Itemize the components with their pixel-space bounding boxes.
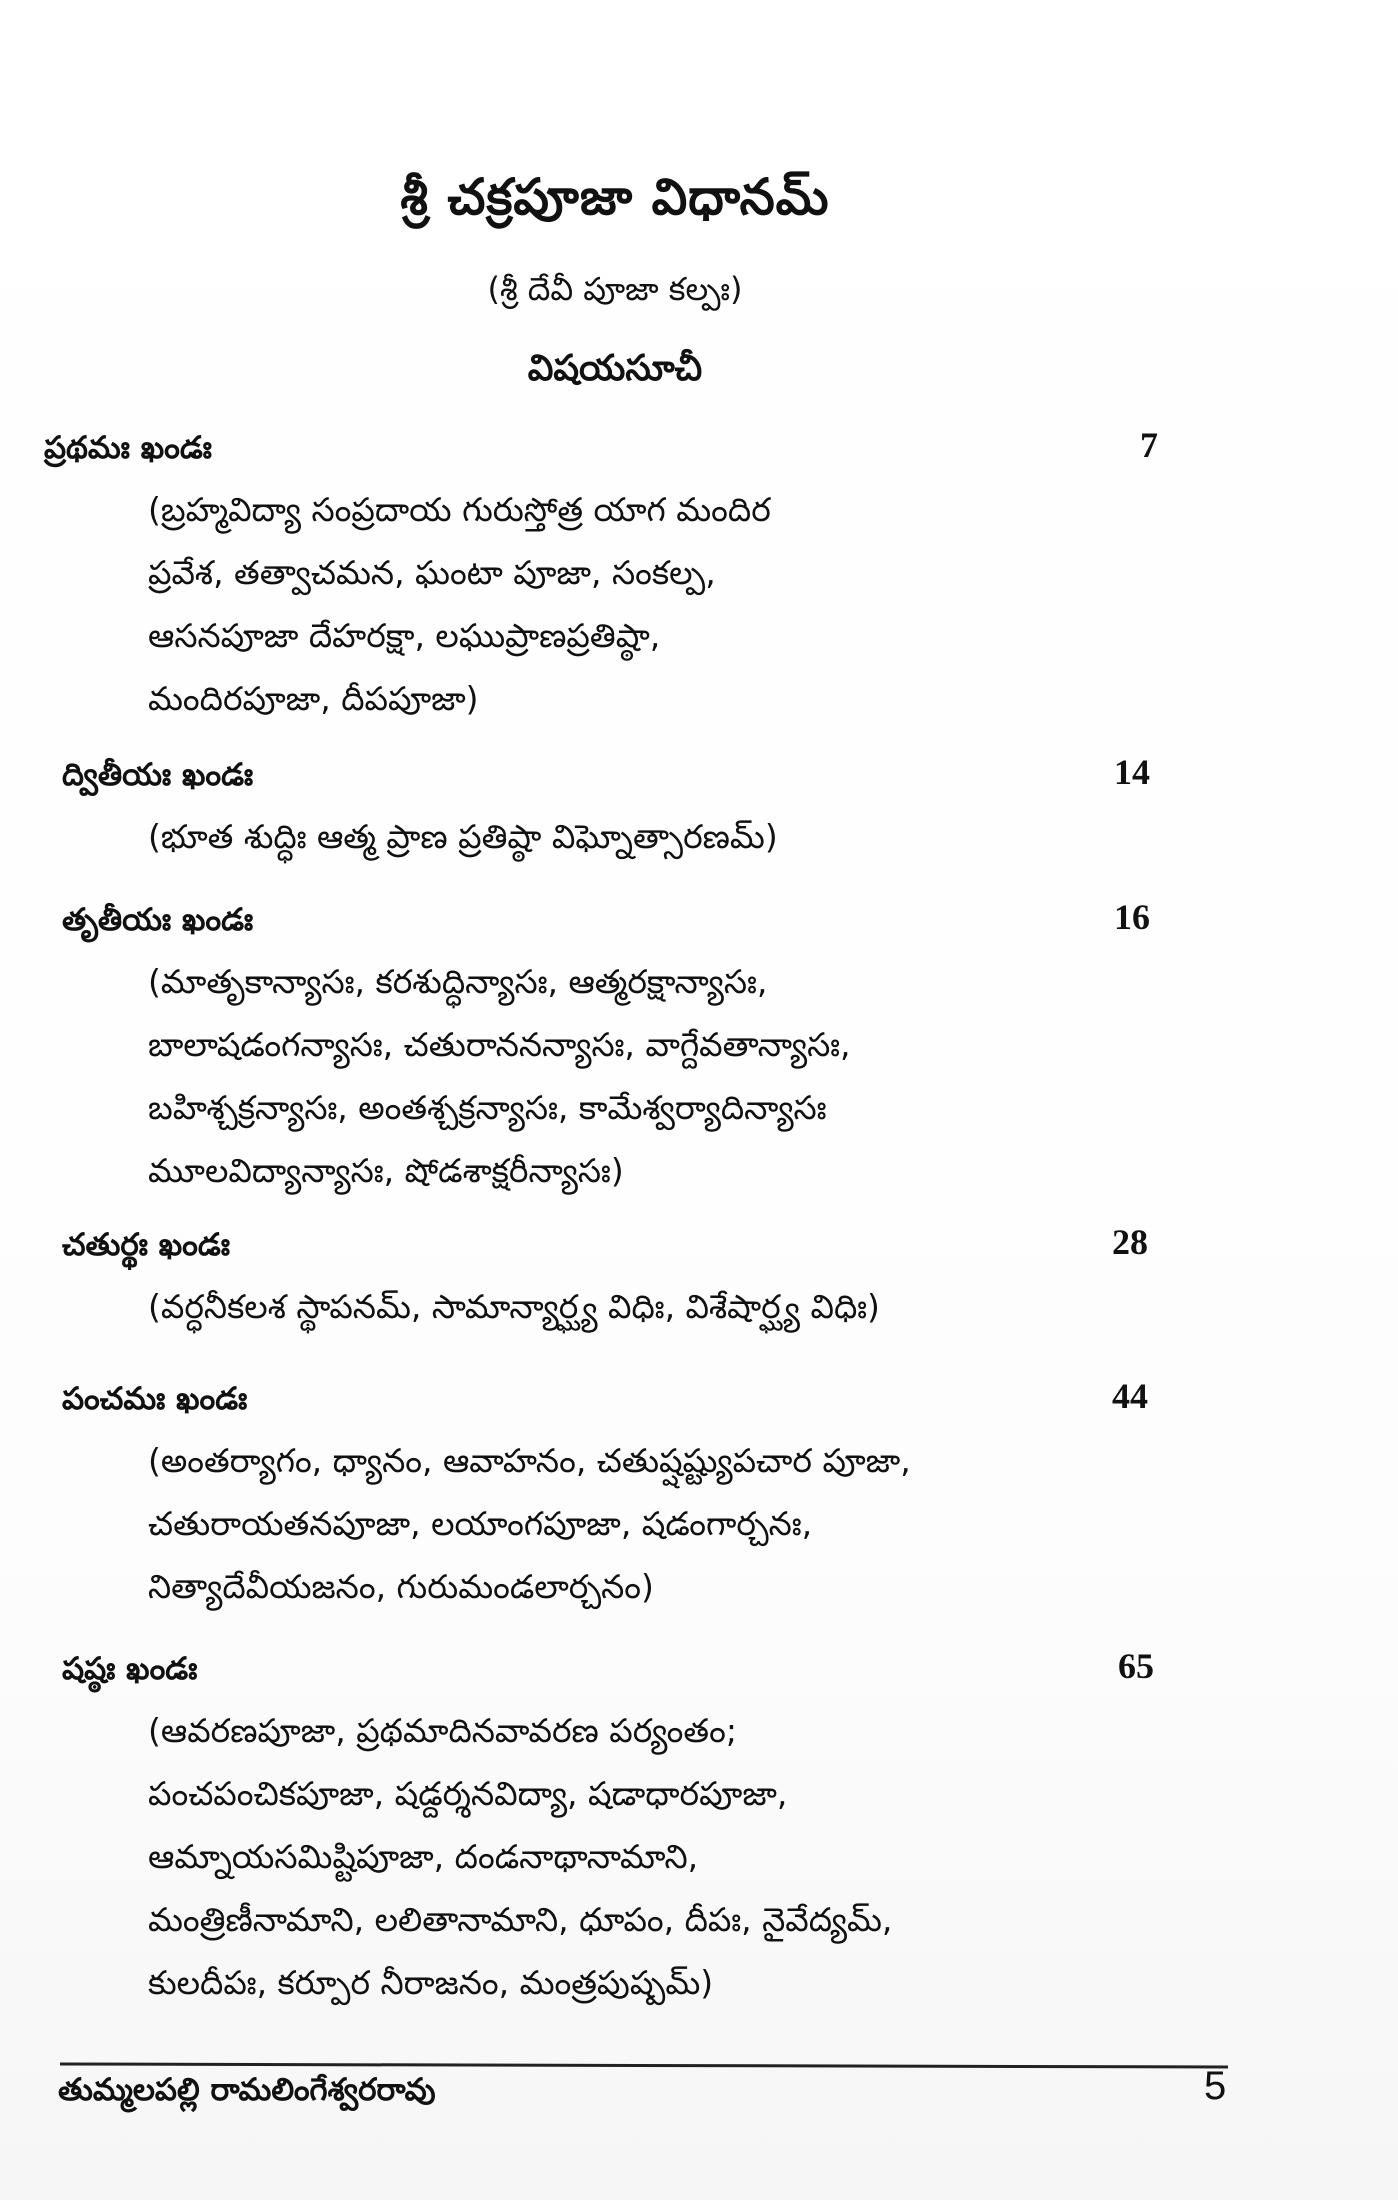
toc-section-2: [62, 752, 1162, 868]
section-name: ద్వితీయః ఖండః: [62, 757, 254, 793]
contents-line: చతురాయతనపూజా, లయాంగపూజా, షడంగార్చనః,: [148, 1504, 813, 1543]
toc-section-1: [44, 425, 1162, 730]
footer-divider: [60, 2062, 1228, 2068]
contents-line: (వర్ధనీకలశ స్థాపనమ్, సామాన్యార్ఘ్య విధిః, విశేషార్ఘ్య విధిః): [148, 1287, 880, 1326]
contents-line: కులదీపః, కర్పూర నీరాజనం, మంత్రపుష్పమ్): [148, 1963, 714, 2002]
toc-section-5: [62, 1376, 1162, 1618]
section-contents: [148, 1699, 1162, 2014]
contents-line: మంత్రిణీనామాని, లలితానామాని, ధూపం, దీపః, నైవేద్యమ్,: [148, 1900, 893, 1939]
contents-line: (ఆవరణపూజా, ప్రథమాదినవావరణ పర్యంతం;: [148, 1711, 737, 1750]
section-name: చతుర్థః ఖండః: [62, 1227, 230, 1263]
contents-line: (అంతర్యాగం, ధ్యానం, ఆవాహనం, చతుష్షష్ట్యుపచార పూజా,: [148, 1441, 911, 1480]
section-contents: [148, 1429, 1162, 1618]
section-contents: [148, 950, 1162, 1202]
contents-line: మందిరపూజా, దీపపూజా): [148, 679, 479, 718]
contents-line: (భూత శుద్ధిః ఆత్మ ప్రాణ ప్రతిష్ఠా విఘ్నోత్సారణమ్): [148, 817, 778, 856]
contents-line: నిత్యాదేవీయజనం, గురుమండలార్చనం): [148, 1567, 654, 1606]
contents-line: ప్రవేశ, తత్వాచమన, ఘంటా పూజా, సంకల్ప,: [148, 553, 716, 592]
toc-section-4: [62, 1222, 1162, 1338]
section-contents: [148, 805, 1162, 868]
section-page-number: 28: [1112, 1222, 1148, 1262]
footer-author: తుమ్మలపల్లి రామలింగేశ్వరరావు: [58, 2072, 436, 2108]
section-contents: [148, 478, 1162, 730]
toc-section-3: [62, 897, 1162, 1202]
contents-line: (బ్రహ్మవిద్యా సంప్రదాయ గురుస్తోత్ర యాగ మందిర: [148, 490, 771, 529]
toc-section-6: [62, 1646, 1162, 2014]
section-page-number: 16: [1114, 897, 1150, 937]
contents-line: మూలవిద్యాన్యాసః, షోడశాక్షరీన్యాసః): [148, 1151, 624, 1190]
section-name: పంచమః ఖండః: [62, 1381, 248, 1417]
section-page-number: 65: [1118, 1646, 1154, 1686]
section-page-number: 7: [1140, 425, 1158, 465]
section-page-number: 14: [1114, 752, 1150, 792]
section-name: ప్రథమః ఖండః: [44, 430, 212, 466]
page-subtitle: (శ్రీ దేవీ పూజా కల్పః): [487, 270, 743, 308]
section-name: తృతీయః ఖండః: [62, 902, 254, 938]
contents-line: బాలాషడంగన్యాసః, చతురాననన్యాసః, వాగ్దేవతాన్యాసః,: [148, 1025, 851, 1064]
contents-line: (మాతృకాన్యాసః, కరశుద్ధిన్యాసః, ఆత్మరక్షాన్యాసః,: [148, 962, 768, 1001]
contents-line: పంచపంచికపూజా, షడ్దర్శనవిద్యా, షడాధారపూజా,: [148, 1774, 788, 1813]
page-title: శ్రీ చక్రపూజా విధానమ్: [400, 168, 830, 226]
contents-line: ఆమ్నాయసమిష్టిపూజా, దండనాథానామాని,: [148, 1837, 699, 1876]
contents-line: ఆసనపూజా దేహరక్షా, లఘుప్రాణప్రతిష్ఠా,: [148, 616, 661, 655]
toc-heading: విషయసూచీ: [527, 348, 703, 389]
section-name: షష్ఠః ఖండః: [62, 1651, 198, 1687]
section-contents: [148, 1275, 1162, 1338]
section-page-number: 44: [1112, 1376, 1148, 1416]
contents-line: బహిశ్చక్రన్యాసః, అంతశ్చక్రన్యాసః, కామేశ్వర్యాదిన్యాసః: [148, 1088, 827, 1127]
footer-page-number: 5: [1204, 2064, 1227, 2108]
